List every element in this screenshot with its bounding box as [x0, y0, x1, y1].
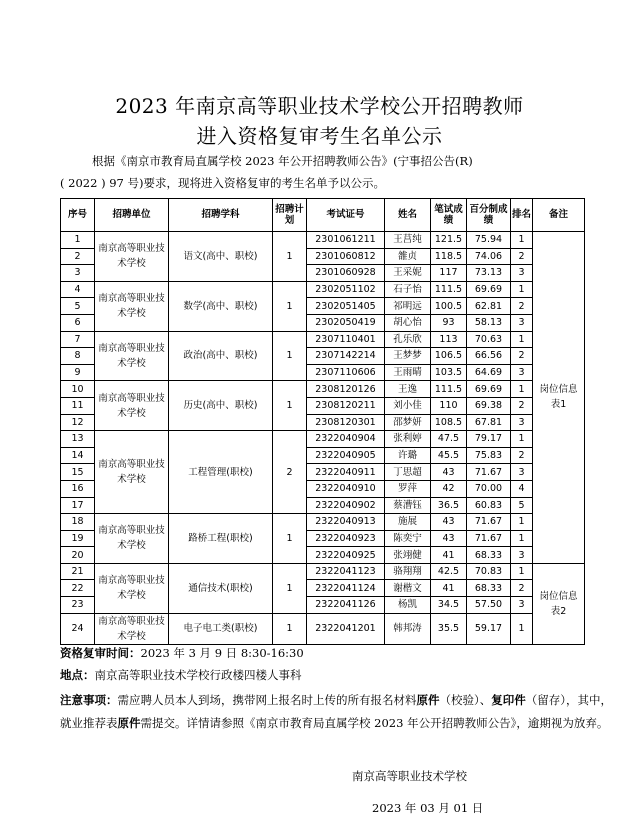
cell-exam-no: 2322040902	[307, 497, 385, 514]
cell-written: 34.5	[431, 597, 467, 614]
cell-total: 57.50	[467, 597, 511, 614]
cell-seq: 23	[61, 597, 95, 614]
review-place-label: 地点：	[60, 668, 95, 682]
cell-written: 103.5	[431, 364, 467, 381]
cell-total: 71.67	[467, 464, 511, 481]
cell-name: 王逸	[385, 381, 431, 398]
cell-seq: 2	[61, 248, 95, 265]
cell-written: 43	[431, 464, 467, 481]
cell-seq: 18	[61, 514, 95, 531]
cell-name: 丁思超	[385, 464, 431, 481]
cell-exam-no: 2322041124	[307, 580, 385, 597]
cell-quota: 1	[273, 331, 307, 381]
notice-text-1: 需应聘人员本人到场，携带网上报名时上传的所有报名材料	[117, 693, 417, 707]
cell-written: 35.5	[431, 613, 467, 644]
cell-exam-no: 2322040913	[307, 514, 385, 531]
cell-subject: 路桥工程(职校)	[169, 514, 273, 564]
cell-total: 70.63	[467, 331, 511, 348]
cell-total: 71.67	[467, 530, 511, 547]
cell-total: 69.38	[467, 397, 511, 414]
cell-subject: 电子电工类(职校)	[169, 613, 273, 644]
cell-exam-no: 2322041126	[307, 597, 385, 614]
table-row	[61, 563, 585, 580]
cell-note: 岗位信息表1	[533, 232, 585, 564]
cell-written: 121.5	[431, 232, 467, 249]
cell-exam-no: 2302051405	[307, 298, 385, 315]
notice-text-2: （校验）、	[439, 693, 492, 707]
cell-subject: 通信技术(职校)	[169, 563, 273, 613]
cell-written: 41	[431, 580, 467, 597]
cell-total: 69.69	[467, 381, 511, 398]
cell-written: 113	[431, 331, 467, 348]
cell-name: 王雨晴	[385, 364, 431, 381]
cell-total: 69.69	[467, 281, 511, 298]
cell-total: 64.69	[467, 364, 511, 381]
cell-written: 42.5	[431, 563, 467, 580]
notice	[60, 689, 620, 735]
cell-seq: 13	[61, 431, 95, 448]
cell-total: 71.67	[467, 514, 511, 531]
cell-name: 张翊健	[385, 547, 431, 564]
cell-total: 62.81	[467, 298, 511, 315]
cell-rank: 3	[511, 547, 533, 564]
cell-unit: 南京高等职业技术学校	[95, 232, 169, 282]
cell-exam-no: 2308120301	[307, 414, 385, 431]
cell-subject: 工程管理(职校)	[169, 431, 273, 514]
cell-subject: 政治(高中、职校)	[169, 331, 273, 381]
cell-seq: 3	[61, 265, 95, 282]
review-place	[60, 667, 302, 683]
cell-rank: 1	[511, 431, 533, 448]
cell-quota: 1	[273, 514, 307, 564]
cell-exam-no: 2302050419	[307, 314, 385, 331]
cell-total: 75.83	[467, 447, 511, 464]
table-row	[61, 381, 585, 398]
review-place-value: 南京高等职业技术学校行政楼四楼人事科	[94, 668, 302, 682]
header-name: 姓名	[385, 199, 431, 232]
cell-exam-no: 2322040904	[307, 431, 385, 448]
candidate-table	[60, 198, 585, 645]
cell-subject: 数学(高中、职校)	[169, 281, 273, 331]
cell-seq: 8	[61, 348, 95, 365]
cell-name: 王采妮	[385, 265, 431, 282]
cell-written: 110	[431, 397, 467, 414]
cell-rank: 2	[511, 348, 533, 365]
cell-exam-no: 2322040911	[307, 464, 385, 481]
cell-unit: 南京高等职业技术学校	[95, 381, 169, 431]
cell-unit: 南京高等职业技术学校	[95, 431, 169, 514]
table-row	[61, 232, 585, 249]
cell-total: 70.00	[467, 480, 511, 497]
cell-quota: 1	[273, 563, 307, 613]
date: 2023 年 03 月 01 日	[372, 801, 484, 815]
cell-quota: 1	[273, 381, 307, 431]
cell-seq: 6	[61, 314, 95, 331]
cell-written: 100.5	[431, 298, 467, 315]
cell-unit: 南京高等职业技术学校	[95, 613, 169, 644]
cell-seq: 16	[61, 480, 95, 497]
cell-total: 70.83	[467, 563, 511, 580]
cell-seq: 5	[61, 298, 95, 315]
cell-exam-no: 2322041201	[307, 613, 385, 644]
cell-seq: 22	[61, 580, 95, 597]
cell-seq: 12	[61, 414, 95, 431]
cell-name: 王莒纯	[385, 232, 431, 249]
cell-written: 42	[431, 480, 467, 497]
title-line-2: 进入资格复审考生名单公示	[196, 124, 443, 148]
cell-note: 岗位信息表2	[533, 563, 585, 644]
cell-rank: 1	[511, 613, 533, 644]
cell-written: 111.5	[431, 281, 467, 298]
cell-exam-no: 2301060928	[307, 265, 385, 282]
cell-written: 41	[431, 547, 467, 564]
notice-text-4: 需提交。详情请参照《南京市教育局直属学校 2023 年公开招聘教师公告》，逾期视为放弃。	[140, 716, 609, 730]
cell-written: 117	[431, 265, 467, 282]
cell-quota: 1	[273, 232, 307, 282]
cell-name: 胡心怡	[385, 314, 431, 331]
cell-total: 68.33	[467, 547, 511, 564]
header-unit: 招聘单位	[95, 199, 169, 232]
cell-name: 邵梦妍	[385, 414, 431, 431]
cell-written: 106.5	[431, 348, 467, 365]
cell-exam-no: 2301061211	[307, 232, 385, 249]
cell-rank: 1	[511, 331, 533, 348]
cell-exam-no: 2301060812	[307, 248, 385, 265]
cell-rank: 2	[511, 447, 533, 464]
cell-seq: 24	[61, 613, 95, 644]
cell-exam-no: 2308120126	[307, 381, 385, 398]
cell-written: 118.5	[431, 248, 467, 265]
cell-seq: 21	[61, 563, 95, 580]
cell-name: 罗萍	[385, 480, 431, 497]
header-written: 笔试成绩	[431, 199, 467, 232]
cell-unit: 南京高等职业技术学校	[95, 563, 169, 613]
table-row	[61, 613, 585, 644]
cell-written: 43	[431, 530, 467, 547]
cell-seq: 9	[61, 364, 95, 381]
cell-rank: 5	[511, 497, 533, 514]
cell-name: 韩邦涛	[385, 613, 431, 644]
cell-rank: 1	[511, 381, 533, 398]
cell-total: 75.94	[467, 232, 511, 249]
cell-name: 祁明远	[385, 298, 431, 315]
cell-seq: 17	[61, 497, 95, 514]
table-row	[61, 431, 585, 448]
review-time-label: 资格复审时间：	[60, 646, 141, 660]
cell-seq: 1	[61, 232, 95, 249]
cell-exam-no: 2307142214	[307, 348, 385, 365]
intro-line-2: ( 2022 ) 97 号)要求，现将进入资格复审的考生名单予以公示。	[60, 176, 385, 190]
cell-rank: 1	[511, 232, 533, 249]
cell-exam-no: 2322040905	[307, 447, 385, 464]
cell-rank: 2	[511, 248, 533, 265]
cell-name: 施展	[385, 514, 431, 531]
cell-rank: 4	[511, 480, 533, 497]
cell-total: 67.81	[467, 414, 511, 431]
review-time-value: 2023 年 3 月 9 日 8:30-16:30	[140, 646, 304, 660]
header-note: 备注	[533, 199, 585, 232]
notice-bold-1: 原件	[416, 693, 440, 707]
cell-rank: 3	[511, 314, 533, 331]
cell-name: 雒贞	[385, 248, 431, 265]
cell-unit: 南京高等职业技术学校	[95, 331, 169, 381]
table-row	[61, 281, 585, 298]
cell-exam-no: 2308120211	[307, 397, 385, 414]
cell-seq: 7	[61, 331, 95, 348]
cell-exam-no: 2322040910	[307, 480, 385, 497]
cell-seq: 10	[61, 381, 95, 398]
cell-exam-no: 2307110401	[307, 331, 385, 348]
cell-rank: 3	[511, 364, 533, 381]
cell-name: 张利婷	[385, 431, 431, 448]
cell-total: 79.17	[467, 431, 511, 448]
cell-written: 45.5	[431, 447, 467, 464]
cell-exam-no: 2322040923	[307, 530, 385, 547]
cell-rank: 3	[511, 265, 533, 282]
cell-name: 刘小佳	[385, 397, 431, 414]
cell-rank: 1	[511, 530, 533, 547]
cell-name: 陈奕宁	[385, 530, 431, 547]
cell-name: 蔡漕钰	[385, 497, 431, 514]
cell-rank: 2	[511, 397, 533, 414]
signature: 南京高等职业技术学校	[352, 769, 467, 783]
cell-rank: 1	[511, 281, 533, 298]
cell-seq: 19	[61, 530, 95, 547]
table-header-row	[61, 199, 585, 232]
notice-text-3: （留存），其中，就业推荐表	[60, 693, 612, 730]
cell-rank: 2	[511, 580, 533, 597]
cell-total: 66.56	[467, 348, 511, 365]
cell-name: 石子怡	[385, 281, 431, 298]
cell-name: 谢楷文	[385, 580, 431, 597]
header-quota: 招聘计划	[273, 199, 307, 232]
cell-seq: 15	[61, 464, 95, 481]
cell-unit: 南京高等职业技术学校	[95, 281, 169, 331]
intro-line-1: 根据《南京市教育局直属学校 2023 年公开招聘教师公告》(宁事招公告(R)	[92, 154, 473, 168]
cell-seq: 20	[61, 547, 95, 564]
cell-quota: 1	[273, 613, 307, 644]
cell-rank: 2	[511, 298, 533, 315]
header-seq: 序号	[61, 199, 95, 232]
cell-name: 杨凯	[385, 597, 431, 614]
cell-exam-no: 2307110606	[307, 364, 385, 381]
cell-name: 孔乐欣	[385, 331, 431, 348]
notice-bold-2: 复印件	[491, 693, 526, 707]
cell-rank: 3	[511, 414, 533, 431]
cell-total: 59.17	[467, 613, 511, 644]
cell-written: 111.5	[431, 381, 467, 398]
cell-unit: 南京高等职业技术学校	[95, 514, 169, 564]
cell-total: 73.13	[467, 265, 511, 282]
cell-rank: 3	[511, 597, 533, 614]
review-time	[60, 645, 304, 661]
cell-name: 骆翔翔	[385, 563, 431, 580]
title-line-1: 2023 年南京高等职业技术学校公开招聘教师	[115, 94, 524, 118]
cell-seq: 14	[61, 447, 95, 464]
header-exam-no: 考试证号	[307, 199, 385, 232]
notice-label: 注意事项：	[60, 693, 118, 707]
header-total: 百分制成绩	[467, 199, 511, 232]
table-row	[61, 331, 585, 348]
cell-total: 58.13	[467, 314, 511, 331]
cell-written: 108.5	[431, 414, 467, 431]
cell-written: 93	[431, 314, 467, 331]
cell-exam-no: 2322040925	[307, 547, 385, 564]
header-rank: 排名	[511, 199, 533, 232]
cell-exam-no: 2322041123	[307, 563, 385, 580]
cell-subject: 历史(高中、职校)	[169, 381, 273, 431]
cell-name: 王梦梦	[385, 348, 431, 365]
cell-total: 68.33	[467, 580, 511, 597]
cell-exam-no: 2302051102	[307, 281, 385, 298]
cell-rank: 1	[511, 563, 533, 580]
cell-subject: 语文(高中、职校)	[169, 232, 273, 282]
cell-written: 47.5	[431, 431, 467, 448]
cell-total: 60.83	[467, 497, 511, 514]
cell-seq: 4	[61, 281, 95, 298]
cell-name: 许璐	[385, 447, 431, 464]
cell-quota: 2	[273, 431, 307, 514]
cell-total: 74.06	[467, 248, 511, 265]
table-row	[61, 514, 585, 531]
cell-seq: 11	[61, 397, 95, 414]
cell-rank: 1	[511, 514, 533, 531]
cell-quota: 1	[273, 281, 307, 331]
header-subject: 招聘学科	[169, 199, 273, 232]
notice-bold-3: 原件	[117, 716, 141, 730]
cell-written: 43	[431, 514, 467, 531]
cell-written: 36.5	[431, 497, 467, 514]
cell-rank: 3	[511, 464, 533, 481]
